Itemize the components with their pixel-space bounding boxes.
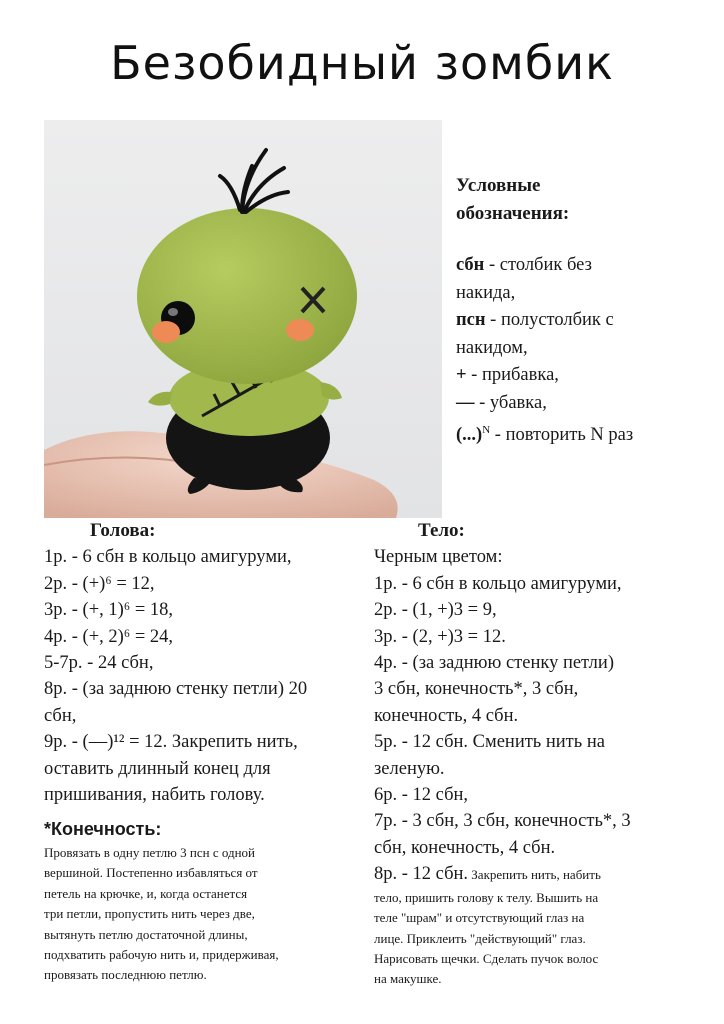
legend-item-psn: псн - полустолбик с накидом, <box>456 310 614 358</box>
cheek-right <box>286 319 314 341</box>
body-row: 4р. - (за заднюю стенку петли) <box>374 653 614 674</box>
limb-title: *Конечность: <box>44 819 162 840</box>
head-row: оставить длинный конец для <box>44 758 271 779</box>
head-row: 2р. - (+)⁶ = 12, <box>44 573 155 594</box>
legend-item-repeat: (...)$^N$ - повторить N раз <box>456 424 634 446</box>
page-title: Безобидный зомбик <box>110 36 614 90</box>
head-row: 4р. - (+, 2)⁶ = 24, <box>44 626 174 647</box>
head-row: сбн, <box>44 705 77 726</box>
head-row: 5-7р. - 24 сбн, <box>44 653 154 674</box>
body-row: 1р. - 6 сбн в кольцо амигуруми, <box>374 573 622 594</box>
body-row: конечность, 4 сбн. <box>374 705 519 726</box>
legend-item-increase: + - прибавка, <box>456 365 559 385</box>
zombie-head <box>137 208 357 384</box>
body-row: 2р. - (1, +)3 = 9, <box>374 600 497 621</box>
head-title: Голова: <box>90 520 156 541</box>
body-title: Тело: <box>418 520 465 541</box>
body-section <box>374 518 714 990</box>
body-row: 3р. - (2, +)3 = 12. <box>374 626 506 647</box>
head-row: 9р. - (—)¹² = 12. Закрепить нить, <box>44 732 298 753</box>
limb-instructions: Провязать в одну петлю 3 псн с одной вершиной. Постепенно избавляться от петель на крючке, и, когда останется три петли, пропустить нить через две, вытянуть петлю достаточной длины, подхватить рабочую нить и, придерживая, провязать последнюю петлю. <box>44 844 279 983</box>
body-row: 7р. - 3 сбн, 3 сбн, конечность*, 3 <box>374 811 631 832</box>
legend <box>456 172 716 450</box>
body-row: Черным цветом: <box>374 547 503 568</box>
body-row: 3 сбн, конечность*, 3 сбн, <box>374 679 579 700</box>
head-row: 3р. - (+, 1)⁶ = 18, <box>44 600 174 621</box>
head-row: пришивания, набить голову. <box>44 785 265 806</box>
body-row: 6р. - 12 сбн, <box>374 785 469 806</box>
body-row: сбн, конечность, 4 сбн. <box>374 837 556 858</box>
head-row: 1р. - 6 сбн в кольцо амигуруми, <box>44 547 292 568</box>
legend-item-decrease: — - убавка, <box>456 392 547 413</box>
legend-item-sbn: сбн - столбик без накида, <box>456 255 592 303</box>
legend-heading: Условные обозначения: <box>456 175 570 224</box>
head-section <box>44 518 364 986</box>
cheek-left <box>152 321 180 343</box>
head-row: 8р. - (за заднюю стенку петли) 20 <box>44 679 308 700</box>
body-row-8: 8р. - 12 сбн. Закрепить нить, набить <box>374 864 601 885</box>
body-row: 5р. - 12 сбн. Сменить нить на <box>374 732 605 753</box>
body-notes: тело, пришить голову к телу. Вышить на теле "шрам" и отсутствующий глаз на лице. Приклеить "действующий" глаз. Нарисовать щечки. Сделать пучок волос на макушке. <box>374 889 599 987</box>
body-row: зеленую. <box>374 758 445 779</box>
zombie-photo <box>44 120 442 518</box>
